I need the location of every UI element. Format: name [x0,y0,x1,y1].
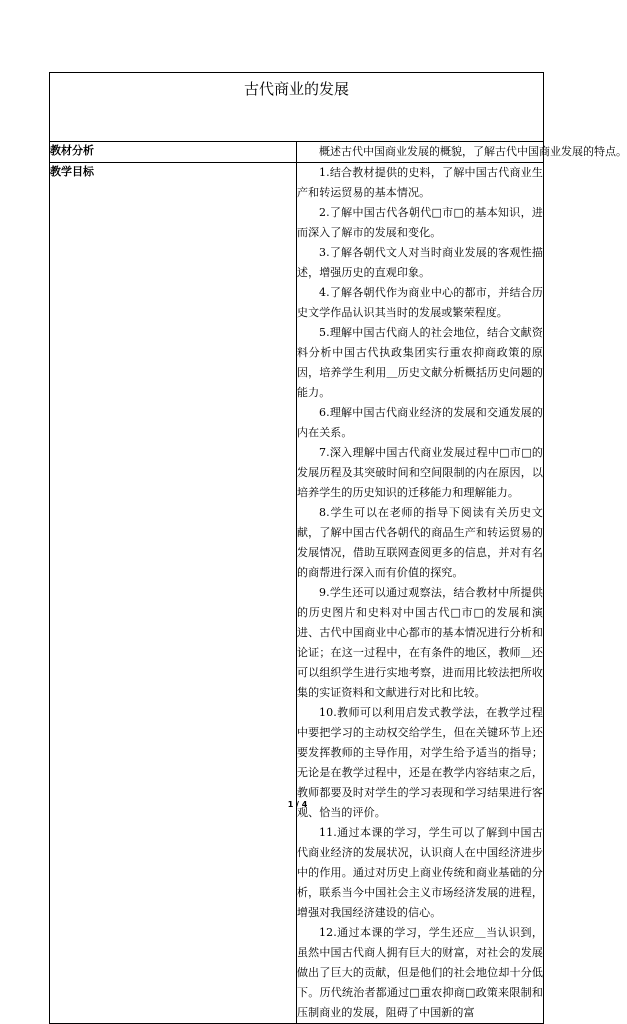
goals-content [297,163,544,1024]
goal-item: 5.理解中国古代商人的社会地位，结合文献资料分析中国古代执政集团实行重农抑商政策的原因，培养学生利用＿历史文献分析概括历史问题的能力。 [297,326,543,399]
goals-row [50,163,544,1024]
title-cell [50,73,544,142]
analysis-row [50,142,544,163]
goal-item: 12.通过本课的学习，学生还应＿当认识到，虽然中国古代商人拥有巨大的财富，对社会的发展做出了巨大的贡献，但是他们的社会地位却十分低下。历代统治者都通过□重农抑商□政策来限制和压制商业的发展，阻碍了中国新的富 [297,926,543,1019]
goal-item: 9.学生还可以通过观察法，结合教材中所提供的历史图片和史料对中国古代□市□的发展和演进、古代中国商业中心都市的基本情况进行分析和论证；在这一过程中，在有条件的地区，教师＿还可以组织学生进行实地考察，进而用比较法把所收集的实证资料和文献进行对比和比较。 [297,586,543,699]
lesson-plan-table [49,72,627,1024]
analysis-label: 教材分析 [50,142,297,163]
goal-item: 10.教师可以利用启发式教学法，在教学过程中要把学习的主动权交给学生，但在关键环节上还要发挥教师的主导作用，对学生给予适当的指导；无论是在教学过程中，还是在教学内容结束之后，教师都要及时对学生的学习表现和学习结果进行客观、恰当的评价。 [297,706,543,819]
goals-label: 教学目标 [50,163,297,1024]
goal-item: 11.通过本课的学习，学生可以了解到中国古代商业经济的发展状况，认识商人在中国经济进步中的作用。通过对历史上商业传统和商业基础的分析，联系当今中国社会主义市场经济发展的进程，增强对我国经济建设的信心。 [297,826,543,919]
goal-item: 6.理解中国古代商业经济的发展和交通发展的内在关系。 [297,406,543,439]
goal-item: 1.结合教材提供的史料，了解中国古代商业生产和转运贸易的基本情况。 [297,166,543,199]
goal-item: 4.了解各朝代作为商业中心的都市，并结合历史文学作品认识其当时的发展或繁荣程度。 [297,286,543,319]
goal-item: 7.深入理解中国古代商业发展过程中□市□的发展历程及其突破时间和空间限制的内在原因，以培养学生的历史知识的迁移能力和理解能力。 [297,446,543,499]
analysis-content [297,142,627,163]
document-title: 古代商业的发展 [243,80,349,98]
analysis-text: 概述古代中国商业发展的概貌，了解古代中国商业发展的特点。 [319,145,627,158]
title-row [50,73,544,142]
page-number: 1 / 4 [287,800,308,809]
goal-item: 2.了解中国古代各朝代□市□的基本知识，进而深入了解市的发展和变化。 [297,206,543,239]
goal-item: 3.了解各朝代文人对当时商业发展的客观性描述，增强历史的直观印象。 [297,246,543,279]
goal-item: 8.学生可以在老师的指导下阅读有关历史文献，了解中国古代各朝代的商品生产和转运贸易的发展情况，借助互联网查阅更多的信息，并对有名的商帮进行深入而有价值的探究。 [297,506,543,579]
